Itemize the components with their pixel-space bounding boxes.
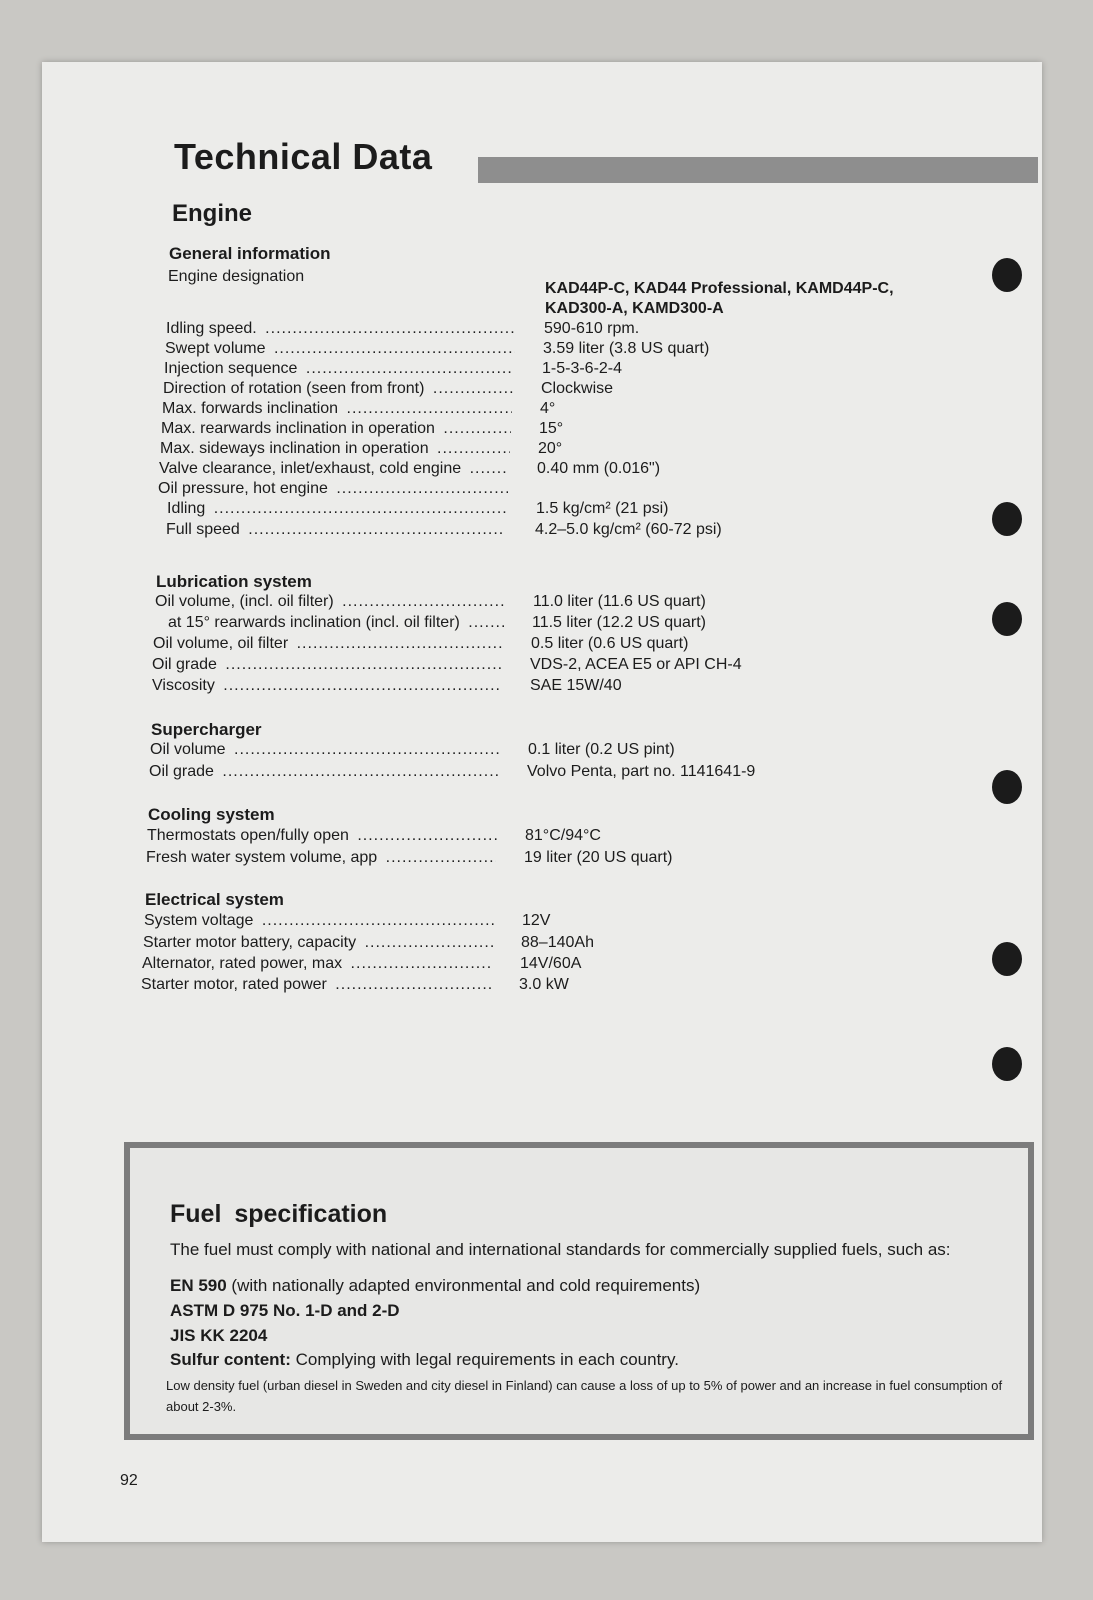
spec-value: 0.5 liter (0.6 US quart) bbox=[531, 635, 689, 652]
fuel-standard-en590 bbox=[170, 1276, 700, 1296]
spec-value: 4.2–5.0 kg/cm² (60-72 psi) bbox=[535, 521, 722, 538]
spec-label: Oil volume bbox=[150, 741, 229, 758]
manual-page bbox=[42, 62, 1042, 1542]
spec-label: Max. rearwards inclination in operation bbox=[161, 420, 438, 437]
fuel-sulfur-content bbox=[170, 1350, 679, 1370]
spec-value: Volvo Penta, part no. 1141641-9 bbox=[527, 763, 756, 780]
spec-label: Alternator, rated power, max bbox=[142, 955, 345, 972]
page-title: Technical Data bbox=[174, 136, 433, 177]
heading-general-information: General information bbox=[169, 244, 331, 263]
spec-label: Full speed bbox=[166, 521, 243, 538]
title-decoration-bar bbox=[478, 157, 1038, 183]
spec-label: Max. sideways inclination in operation bbox=[160, 440, 432, 457]
spec-label: Oil volume, (incl. oil filter) bbox=[155, 593, 337, 610]
spec-label: Thermostats open/fully open bbox=[147, 827, 352, 844]
spec-value: 4° bbox=[540, 400, 556, 417]
heading-lubrication-system: Lubrication system bbox=[156, 572, 312, 591]
spec-label: Starter motor, rated power bbox=[141, 976, 330, 993]
spec-label: System voltage bbox=[144, 912, 256, 929]
fuel-specification-box bbox=[124, 1142, 1034, 1440]
spec-label: at 15° rearwards inclination (incl. oil filter) bbox=[168, 614, 463, 631]
page-number: 92 bbox=[120, 1472, 138, 1489]
spec-value: 3.59 liter (3.8 US quart) bbox=[543, 340, 710, 357]
fuel-specification-title: Fuel specification bbox=[170, 1200, 388, 1228]
heading-electrical-system: Electrical system bbox=[145, 890, 284, 909]
spec-value: 11.5 liter (12.2 US quart) bbox=[532, 614, 707, 631]
spec-value: 12V bbox=[522, 912, 551, 929]
spec-value: 3.0 kW bbox=[519, 976, 569, 993]
spec-label: Swept volume bbox=[165, 340, 269, 357]
spec-label: Idling speed. bbox=[166, 320, 260, 337]
spec-value: Clockwise bbox=[541, 380, 614, 397]
spec-label: Starter motor battery, capacity bbox=[143, 934, 359, 951]
fuel-standard-astm bbox=[170, 1301, 400, 1321]
spec-value: 14V/60A bbox=[520, 955, 582, 972]
fuel-standard-name: ASTM D 975 No. 1-D and 2-D bbox=[170, 1301, 400, 1320]
spec-value: 1.5 kg/cm² (21 psi) bbox=[536, 500, 669, 517]
spec-label: Oil grade bbox=[152, 656, 220, 673]
spec-label: Valve clearance, inlet/exhaust, cold engine bbox=[159, 460, 464, 477]
spec-value: SAE 15W/40 bbox=[530, 677, 622, 694]
fuel-sulfur-label: Sulfur content: bbox=[170, 1350, 291, 1369]
fuel-density-note: Low density fuel (urban diesel in Sweden and city diesel in Finland) can cause a loss of up to 5% of power and an increase in fuel consumption of about 2-3%. bbox=[166, 1378, 1003, 1414]
spec-label: Direction of rotation (seen from front) bbox=[163, 380, 427, 397]
spec-value: 20° bbox=[538, 440, 563, 457]
spec-value: 590-610 rpm. bbox=[544, 320, 640, 337]
spec-label: Max. forwards inclination bbox=[162, 400, 341, 417]
section-title-engine: Engine bbox=[172, 200, 253, 227]
spec-value: 1-5-3-6-2-4 bbox=[542, 360, 623, 377]
heading-supercharger: Supercharger bbox=[151, 720, 262, 739]
spec-label: Oil volume, oil filter bbox=[153, 635, 291, 652]
engine-designation-label: Engine designation bbox=[168, 268, 305, 285]
binder-hole bbox=[992, 1047, 1022, 1081]
binder-hole bbox=[992, 602, 1022, 636]
spec-label: Idling bbox=[167, 500, 208, 517]
heading-cooling-system: Cooling system bbox=[148, 805, 275, 824]
spec-value: VDS-2, ACEA E5 or API CH-4 bbox=[530, 656, 742, 673]
fuel-sulfur-detail: Complying with legal requirements in each country. bbox=[290, 1350, 679, 1369]
fuel-intro-text: The fuel must comply with national and international standards for commercially supplied fuels, such as: bbox=[170, 1240, 951, 1259]
fuel-standard-name: JIS KK 2204 bbox=[170, 1326, 268, 1345]
fuel-standard-detail: (with nationally adapted environmental and cold requirements) bbox=[226, 1276, 701, 1295]
spec-value: 88–140Ah bbox=[521, 934, 594, 951]
binder-hole bbox=[992, 502, 1022, 536]
spec-value: 81°C/94°C bbox=[525, 827, 601, 844]
fuel-standard-jis bbox=[170, 1326, 267, 1346]
spec-value: 15° bbox=[539, 420, 564, 437]
spec-label: Oil grade bbox=[149, 763, 217, 780]
spec-value: 19 liter (20 US quart) bbox=[524, 849, 673, 866]
binder-hole bbox=[992, 942, 1022, 976]
spec-value: 11.0 liter (11.6 US quart) bbox=[533, 593, 706, 610]
spec-value: 0.40 mm (0.016") bbox=[537, 460, 661, 477]
fuel-standard-name: EN 590 bbox=[170, 1276, 227, 1295]
binder-hole bbox=[992, 770, 1022, 804]
spec-label: Injection sequence bbox=[164, 360, 300, 377]
spec-value: 0.1 liter (0.2 US pint) bbox=[528, 741, 675, 758]
engine-designation-value: KAD44P-C, KAD44 Professional, KAMD44P-C, KAD300-A, KAMD300-A bbox=[545, 280, 894, 317]
binder-hole bbox=[992, 258, 1022, 292]
spec-label: Fresh water system volume, app bbox=[146, 849, 380, 866]
spec-label: Viscosity bbox=[152, 677, 218, 694]
spec-label: Oil pressure, hot engine bbox=[158, 480, 331, 497]
